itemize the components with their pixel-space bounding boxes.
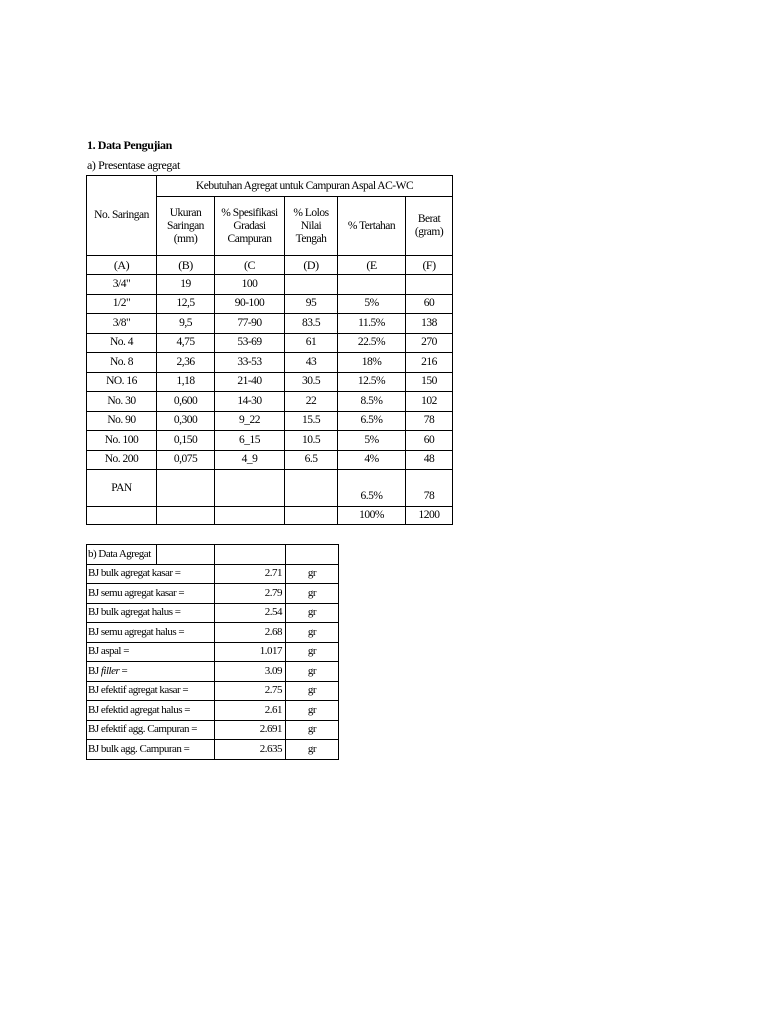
property-unit: gr <box>286 564 339 584</box>
table-title: b) Data Agregat <box>87 545 157 565</box>
property-value: 2.75 <box>215 681 286 701</box>
table-row <box>87 450 453 470</box>
table-cell: 102 <box>406 392 453 412</box>
table-cell <box>215 507 285 525</box>
table-cell <box>285 470 338 507</box>
table-row <box>87 584 339 604</box>
property-label: BJ efektid agregat halus = <box>87 701 215 721</box>
property-unit: gr <box>286 701 339 721</box>
table-cell: 6.5 <box>285 450 338 470</box>
table-row <box>87 275 453 295</box>
col-header-ukuran: Ukuran Saringan (mm) <box>157 197 215 256</box>
aggregate-data-table <box>86 544 339 760</box>
table-cell: 5% <box>338 431 406 451</box>
col-header-lolos: % Lolos Nilai Tengah <box>285 197 338 256</box>
table-cell: No. 30 <box>87 392 157 412</box>
table-cell: 61 <box>285 333 338 353</box>
table-cell: 15.5 <box>285 411 338 431</box>
letter-b: (B) <box>157 256 215 275</box>
table-row <box>87 681 339 701</box>
table-cell: 48 <box>406 450 453 470</box>
property-unit: gr <box>286 720 339 740</box>
table-cell <box>285 507 338 525</box>
table-header-row <box>87 176 453 197</box>
table-cell: 77-90 <box>215 314 285 334</box>
property-label: BJ bulk agregat halus = <box>87 603 215 623</box>
table-row <box>87 392 453 412</box>
table-cell <box>215 545 286 565</box>
table-cell: 30.5 <box>285 372 338 392</box>
table-row <box>87 662 339 682</box>
table-cell: 90-100 <box>215 294 285 314</box>
letter-c: (C <box>215 256 285 275</box>
property-value: 1.017 <box>215 642 286 662</box>
property-value: 2.691 <box>215 720 286 740</box>
table-cell: 6.5% <box>338 411 406 431</box>
letter-d: (D) <box>285 256 338 275</box>
table-cell <box>157 507 215 525</box>
property-label: BJ bulk agregat kasar = <box>87 564 215 584</box>
table-cell <box>157 470 215 507</box>
property-value: 2.635 <box>215 740 286 760</box>
table-cell: 4_9 <box>215 450 285 470</box>
total-berat: 1200 <box>406 507 453 525</box>
table-cell: 11.5% <box>338 314 406 334</box>
table-cell: 0,075 <box>157 450 215 470</box>
table-row <box>87 623 339 643</box>
property-unit: gr <box>286 681 339 701</box>
table-row <box>87 431 453 451</box>
table-row <box>87 411 453 431</box>
group-header: Kebutuhan Agregat untuk Campuran Aspal AC-WC <box>157 176 453 197</box>
table-cell: 43 <box>285 353 338 373</box>
table-cell: 1/2" <box>87 294 157 314</box>
table-cell: 0,600 <box>157 392 215 412</box>
table-cell: 270 <box>406 333 453 353</box>
label-italic: filler <box>100 664 120 677</box>
table-row <box>87 372 453 392</box>
table-cell: NO. 16 <box>87 372 157 392</box>
table-cell: 3/4" <box>87 275 157 295</box>
property-unit: gr <box>286 740 339 760</box>
table-cell: 53-69 <box>215 333 285 353</box>
total-tertahan: 100% <box>338 507 406 525</box>
letter-e: (E <box>338 256 406 275</box>
table-cell: 8.5% <box>338 392 406 412</box>
col-header-spesifikasi: % Spesifikasi Gradasi Campuran <box>215 197 285 256</box>
table-cell: 0,300 <box>157 411 215 431</box>
property-value: 2.71 <box>215 564 286 584</box>
table-cell: 6_15 <box>215 431 285 451</box>
table-cell: 138 <box>406 314 453 334</box>
table-cell: 4,75 <box>157 333 215 353</box>
property-unit: gr <box>286 584 339 604</box>
table-cell: 5% <box>338 294 406 314</box>
table-cell <box>338 275 406 295</box>
property-unit: gr <box>286 623 339 643</box>
table-cell: 216 <box>406 353 453 373</box>
table-cell: 9_22 <box>215 411 285 431</box>
table-cell: No. 100 <box>87 431 157 451</box>
column-letters-row <box>87 256 453 275</box>
table-cell: 9,5 <box>157 314 215 334</box>
table-cell: 78 <box>406 411 453 431</box>
label-prefix: BJ <box>88 664 101 677</box>
table-cell: 0,150 <box>157 431 215 451</box>
table-cell: 83.5 <box>285 314 338 334</box>
table-cell: 21-40 <box>215 372 285 392</box>
pan-berat: 78 <box>406 470 453 507</box>
subsection-heading: a) Presentase agregat <box>87 158 180 172</box>
property-value: 3.09 <box>215 662 286 682</box>
table-cell: No. 8 <box>87 353 157 373</box>
table-cell: No. 4 <box>87 333 157 353</box>
table-cell: 12,5 <box>157 294 215 314</box>
property-value: 2.68 <box>215 623 286 643</box>
aggregate-percentage-table <box>86 175 453 525</box>
table-cell <box>285 275 338 295</box>
table-row <box>87 720 339 740</box>
table-cell <box>87 507 157 525</box>
col-header-no-saringan: No. Saringan <box>87 176 157 256</box>
property-label: BJ semu agregat halus = <box>87 623 215 643</box>
table-cell: 60 <box>406 294 453 314</box>
total-row <box>87 507 453 525</box>
col-header-tertahan: % Tertahan <box>338 197 406 256</box>
pan-label: PAN <box>87 470 157 507</box>
col-header-berat: Berat (gram) <box>406 197 453 256</box>
table-row <box>87 294 453 314</box>
property-unit: gr <box>286 662 339 682</box>
table-cell: 2,36 <box>157 353 215 373</box>
table-cell: 60 <box>406 431 453 451</box>
property-value: 2.61 <box>215 701 286 721</box>
table-title-row <box>87 545 339 565</box>
table-cell: 19 <box>157 275 215 295</box>
table-row <box>87 603 339 623</box>
property-label: BJ aspal = <box>87 642 215 662</box>
letter-a: (A) <box>87 256 157 275</box>
table-row <box>87 353 453 373</box>
table-cell: 22.5% <box>338 333 406 353</box>
table-cell: 14-30 <box>215 392 285 412</box>
property-label: BJ semu agregat kasar = <box>87 584 215 604</box>
property-value: 2.79 <box>215 584 286 604</box>
property-value: 2.54 <box>215 603 286 623</box>
table-row <box>87 642 339 662</box>
table-cell: 33-53 <box>215 353 285 373</box>
property-unit: gr <box>286 603 339 623</box>
table-cell: No. 200 <box>87 450 157 470</box>
table-row <box>87 564 339 584</box>
pan-tertahan: 6.5% <box>338 470 406 507</box>
property-label <box>87 662 215 682</box>
label-suffix: = <box>119 664 128 677</box>
table-cell: 18% <box>338 353 406 373</box>
property-label: BJ efektif agregat kasar = <box>87 681 215 701</box>
table-row <box>87 701 339 721</box>
table-cell: 1,18 <box>157 372 215 392</box>
table-cell: 10.5 <box>285 431 338 451</box>
table-cell: 100 <box>215 275 285 295</box>
table-cell <box>215 470 285 507</box>
table-row <box>87 314 453 334</box>
table-cell: No. 90 <box>87 411 157 431</box>
letter-f: (F) <box>406 256 453 275</box>
section-heading: 1. Data Pengujian <box>87 138 172 152</box>
table-cell: 22 <box>285 392 338 412</box>
table-cell: 150 <box>406 372 453 392</box>
table-cell: 3/8" <box>87 314 157 334</box>
pan-row <box>87 470 453 507</box>
table-cell <box>286 545 339 565</box>
table-cell: 95 <box>285 294 338 314</box>
property-label: BJ bulk agg. Campuran = <box>87 740 215 760</box>
table-cell: 12.5% <box>338 372 406 392</box>
property-unit: gr <box>286 642 339 662</box>
table-cell <box>157 545 215 565</box>
table-cell: 4% <box>338 450 406 470</box>
table-cell <box>406 275 453 295</box>
table-row <box>87 740 339 760</box>
table-row <box>87 333 453 353</box>
property-label: BJ efektif agg. Campuran = <box>87 720 215 740</box>
